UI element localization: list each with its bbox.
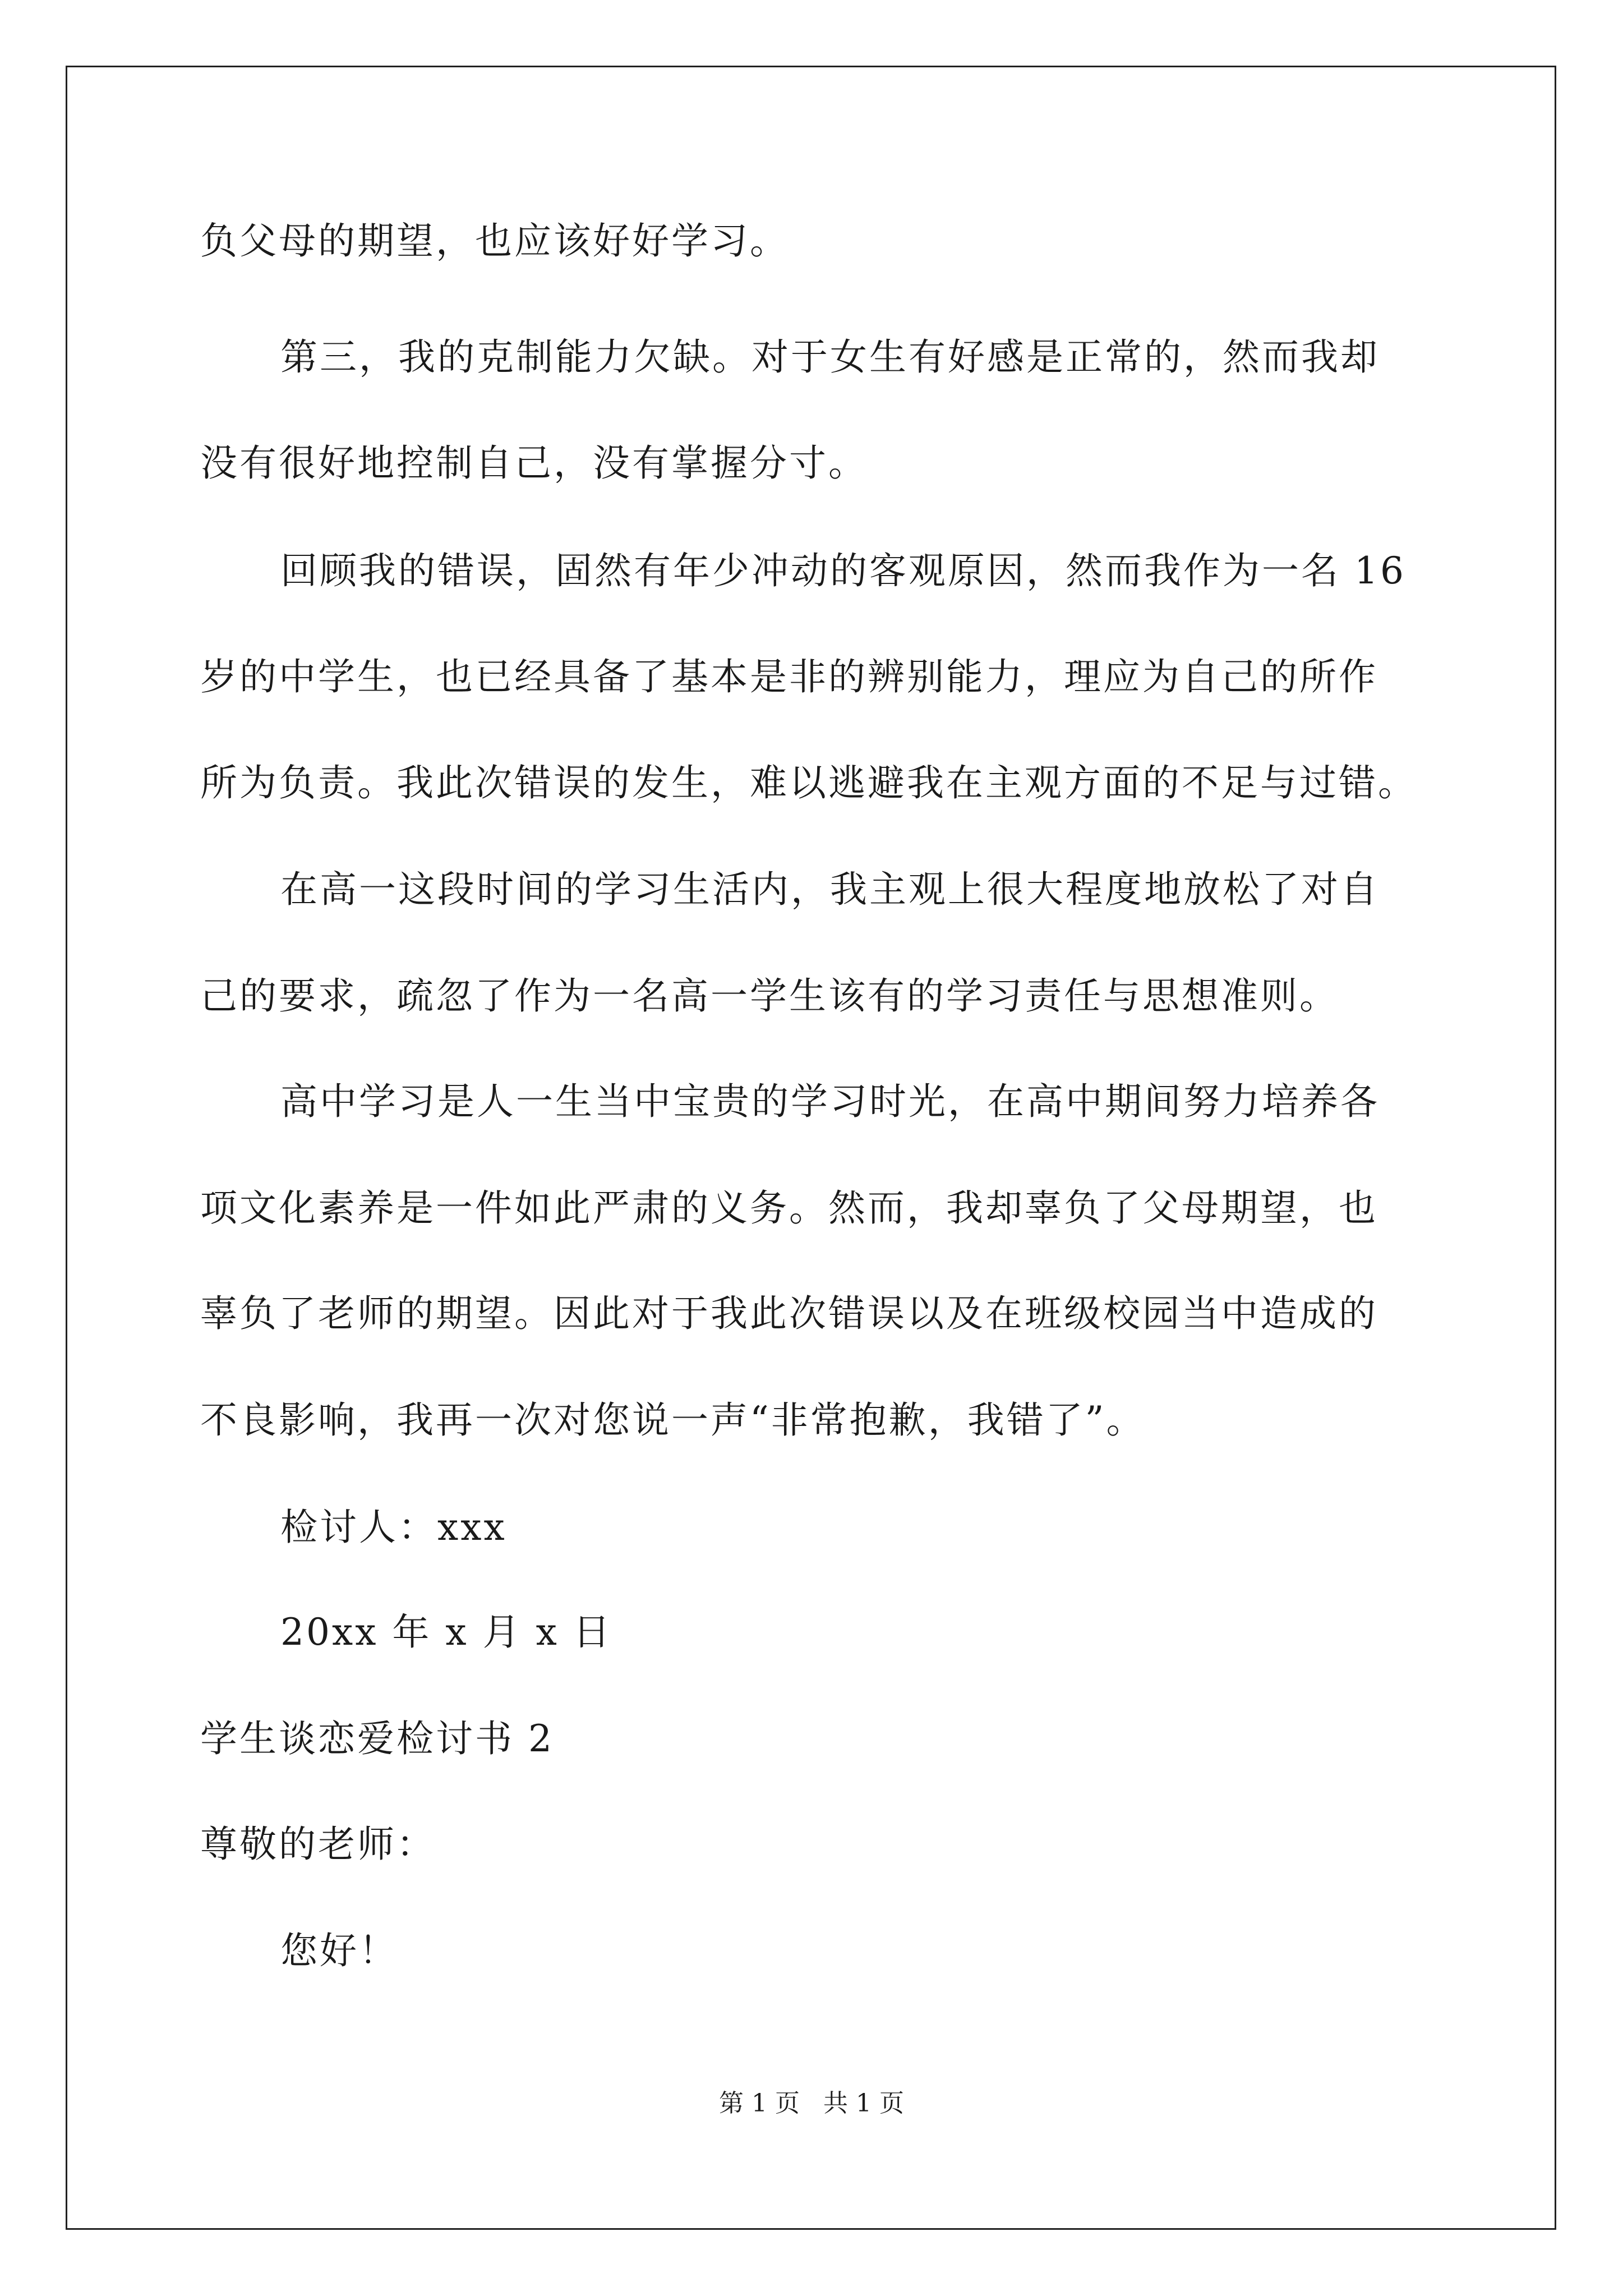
paragraph-line: 负父母的期望，也应该好好学习。 bbox=[200, 219, 789, 263]
paragraph-line: 岁的中学生，也已经具备了基本是非的辨别能力，理应为自己的所作 bbox=[200, 655, 1378, 698]
page-footer: 第 1 页 共 1 页 bbox=[719, 2089, 904, 2118]
paragraph-line: 不良影响，我再一次对您说一声“非常抱歉，我错了”。 bbox=[200, 1398, 1146, 1442]
paragraph-line: 在高一这段时间的学习生活内，我主观上很大程度地放松了对自 bbox=[280, 868, 1380, 911]
date-line: 20xx 年 x 月 x 日 bbox=[280, 1611, 612, 1654]
paragraph-line: 回顾我的错误，固然有年少冲动的客观原因，然而我作为一名 16 bbox=[280, 549, 1406, 592]
paragraph-line: 没有很好地控制自己，没有掌握分寸。 bbox=[200, 441, 868, 485]
paragraph-line: 项文化素养是一件如此严肃的义务。然而，我却辜负了父母期望，也 bbox=[200, 1186, 1378, 1230]
signature-line: 检讨人：xxx bbox=[280, 1506, 507, 1549]
paragraph-line: 高中学习是人一生当中宝贵的学习时光，在高中期间努力培养各 bbox=[280, 1080, 1380, 1123]
paragraph-line: 己的要求，疏忽了作为一名高一学生该有的学习责任与思想准则。 bbox=[200, 974, 1339, 1018]
paragraph-line: 辜负了老师的期望。因此对于我此次错误以及在班级校园当中造成的 bbox=[200, 1292, 1378, 1335]
paragraph-line: 所为负责。我此次错误的发生，难以逃避我在主观方面的不足与过错。 bbox=[200, 761, 1417, 804]
paragraph-line: 第三，我的克制能力欠缺。对于女生有好感是正常的，然而我却 bbox=[280, 335, 1380, 379]
section-title: 学生谈恋爱检讨书 2 bbox=[200, 1717, 554, 1760]
salutation: 尊敬的老师： bbox=[200, 1823, 436, 1866]
page-border bbox=[66, 66, 1556, 2230]
greeting: 您好！ bbox=[280, 1929, 398, 1972]
